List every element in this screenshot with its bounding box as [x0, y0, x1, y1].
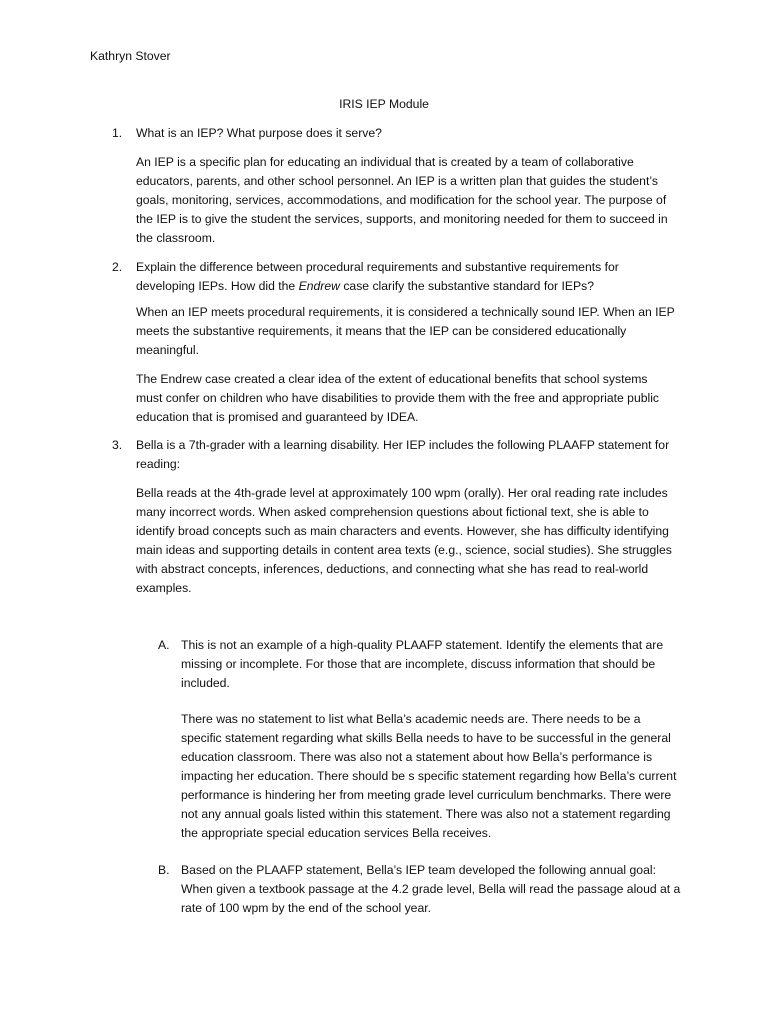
question-1-text: What is an IEP? What purpose does it serve? [136, 126, 382, 140]
question-2-answer-procedural: When an IEP meets procedural requirements, it is considered a technically sound IEP. When an IEP meets the substantive requirements, it means that the IEP can be considered educationally meaningful. [136, 305, 675, 357]
part-a-answer: There was no statement to list what Bella’s academic needs are. There needs to be a specific statement regarding what skills Bella needs to have to be successful in the general education classroom. There was also not a statement about how Bella’s performance is impacting her education. There should be s specific statement regarding how Bella’s current performance is hindering her from meeting grade level curriculum benchmarks. There were not any annual goals listed within this statement. There was also not a statement regarding the appropriate special education services Bella receives. [181, 712, 677, 840]
question-2-text-before: Explain the difference between procedural requirements and substantive requirements for developing IEPs. How did the [136, 260, 619, 293]
question-2-number: 2. [112, 260, 123, 274]
plaafp-statement: Bella reads at the 4th-grade level at approximately 100 wpm (orally). Her oral reading rate includes many incorrect words. When asked comprehension questions about fictional text, she is able to identify broad concepts such as main characters and events. However, she has difficulty identifying main ideas and supporting details in content area texts (e.g., science, social studies). She struggles with abstract concepts, inferences, deductions, and connecting what she has read to real-world examples. [136, 486, 672, 595]
author-name: Kathryn Stover [90, 49, 171, 63]
document-title: IRIS IEP Module [339, 97, 429, 111]
question-3-number: 3. [112, 438, 123, 452]
question-2-text [136, 258, 676, 296]
question-2-answer-endrew: The Endrew case created a clear idea of the extent of educational benefits that school systems must confer on children who have disabilities to provide them with the free and appropriate public education that is promised and guaranteed by IDEA. [136, 372, 660, 424]
question-1-number: 1. [112, 126, 123, 140]
part-b-question: Based on the PLAAFP statement, Bella’s IEP team developed the following annual goal: When given a textbook passage at the 4.2 grade level, Bella will read the passage aloud at a rate of 100 wpm by the end of the school year. [181, 863, 681, 915]
question-3-text: Bella is a 7th-grader with a learning disability. Her IEP includes the following PLAAFP statement for reading: [136, 438, 670, 471]
question-2-text-after: case clarify the substantive standard for IEPs? [339, 279, 594, 293]
question-2-case-name: Endrew [298, 279, 340, 293]
part-a-question: This is not an example of a high-quality PLAAFP statement. Identify the elements that are missing or incomplete. For those that are incomplete, discuss information that should be included. [181, 638, 664, 690]
part-b-letter: B. [158, 863, 170, 877]
question-1-answer: An IEP is a specific plan for educating an individual that is created by a team of collaborative educators, parents, and other school personnel. An IEP is a written plan that guides the student’s goals, monitoring, services, accommodations, and modification for the school year. The purpose of the IEP is to give the student the services, supports, and monitoring needed for them to succeed in the classroom. [136, 155, 668, 245]
part-a-letter: A. [158, 638, 170, 652]
